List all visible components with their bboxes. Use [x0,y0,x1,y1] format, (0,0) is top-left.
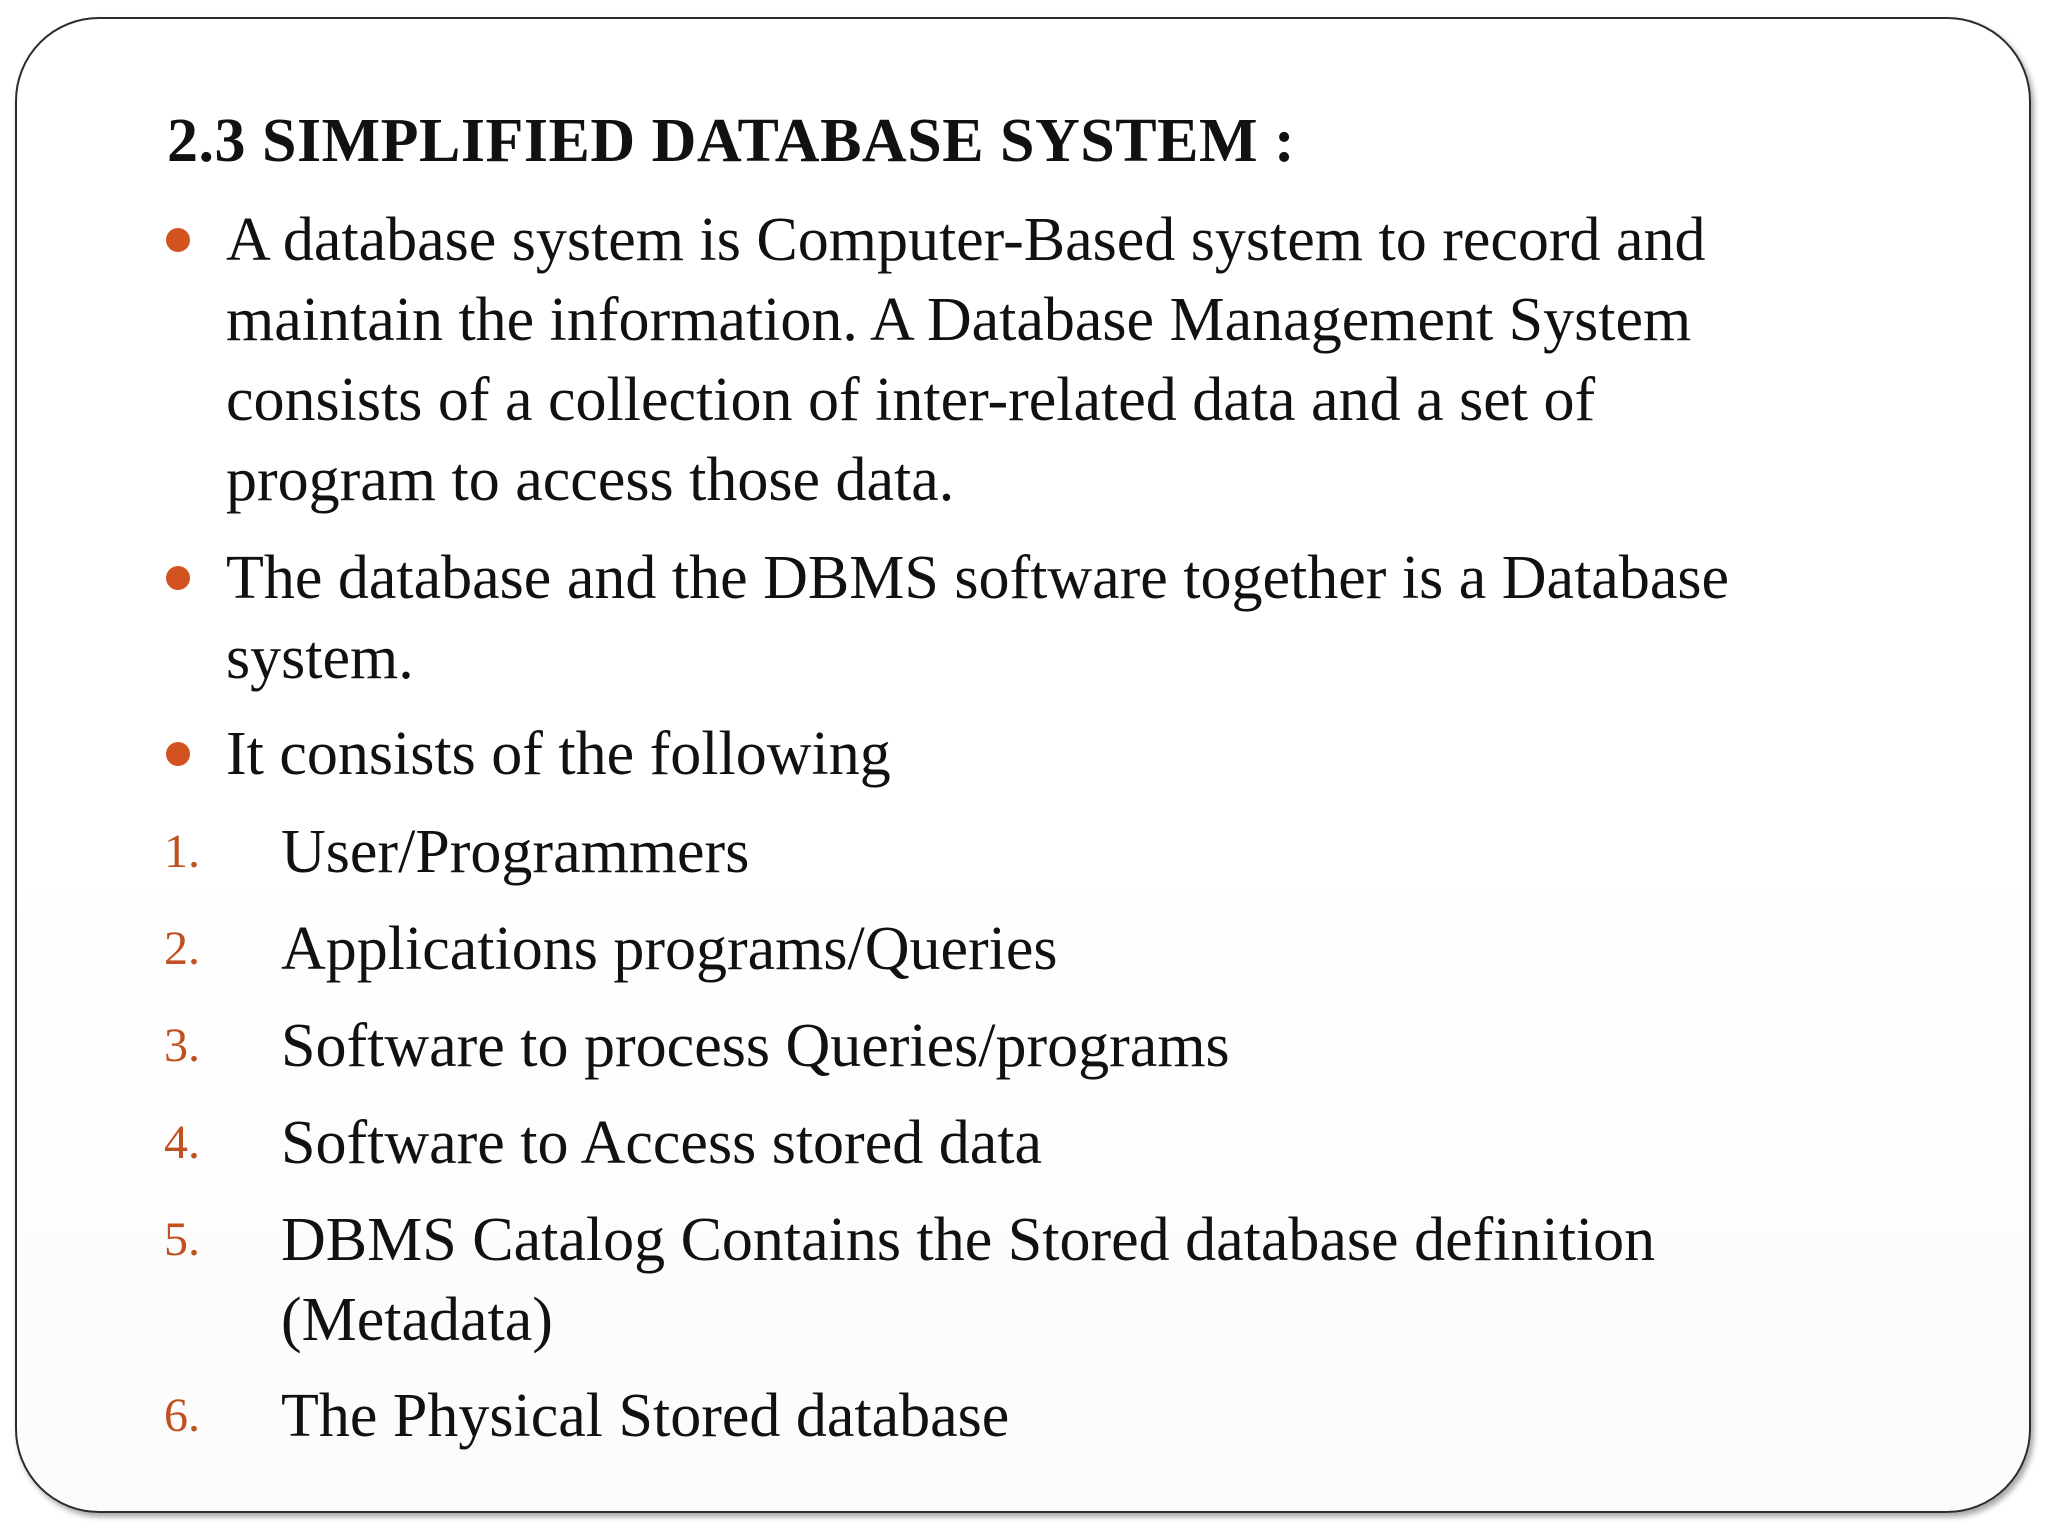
bullet-dot-icon [166,228,190,252]
slide-title: 2.3 SIMPLIFIED DATABASE SYSTEM : [167,107,1296,175]
item-number: 4. [164,1116,200,1169]
item-number: 5. [164,1213,200,1266]
bullet-dot-icon [166,742,190,766]
item-text: DBMS Catalog Contains the Stored database definition (Metadata) [281,1206,1656,1354]
item-number: 3. [164,1019,200,1072]
item-number: 6. [164,1389,200,1442]
item-text: Software to process Queries/programs [281,1012,1230,1080]
item-text: User/Programmers [281,818,750,886]
item-number: 2. [164,922,200,975]
item-text: Software to Access stored data [281,1109,1042,1177]
item-number: 1. [164,825,200,878]
item-text: Applications programs/Queries [281,915,1058,983]
bullet-text: A database system is Computer-Based system to record and maintain the information. A Database Management System consists of a collection of inter-related data and a set of program to access those data. [226,206,1706,514]
bullet-text: The database and the DBMS software together is a Database system. [226,544,1729,692]
bullet-dot-icon [166,566,190,590]
bullet-text: It consists of the following [226,720,891,788]
item-text: The Physical Stored database [281,1382,1010,1450]
